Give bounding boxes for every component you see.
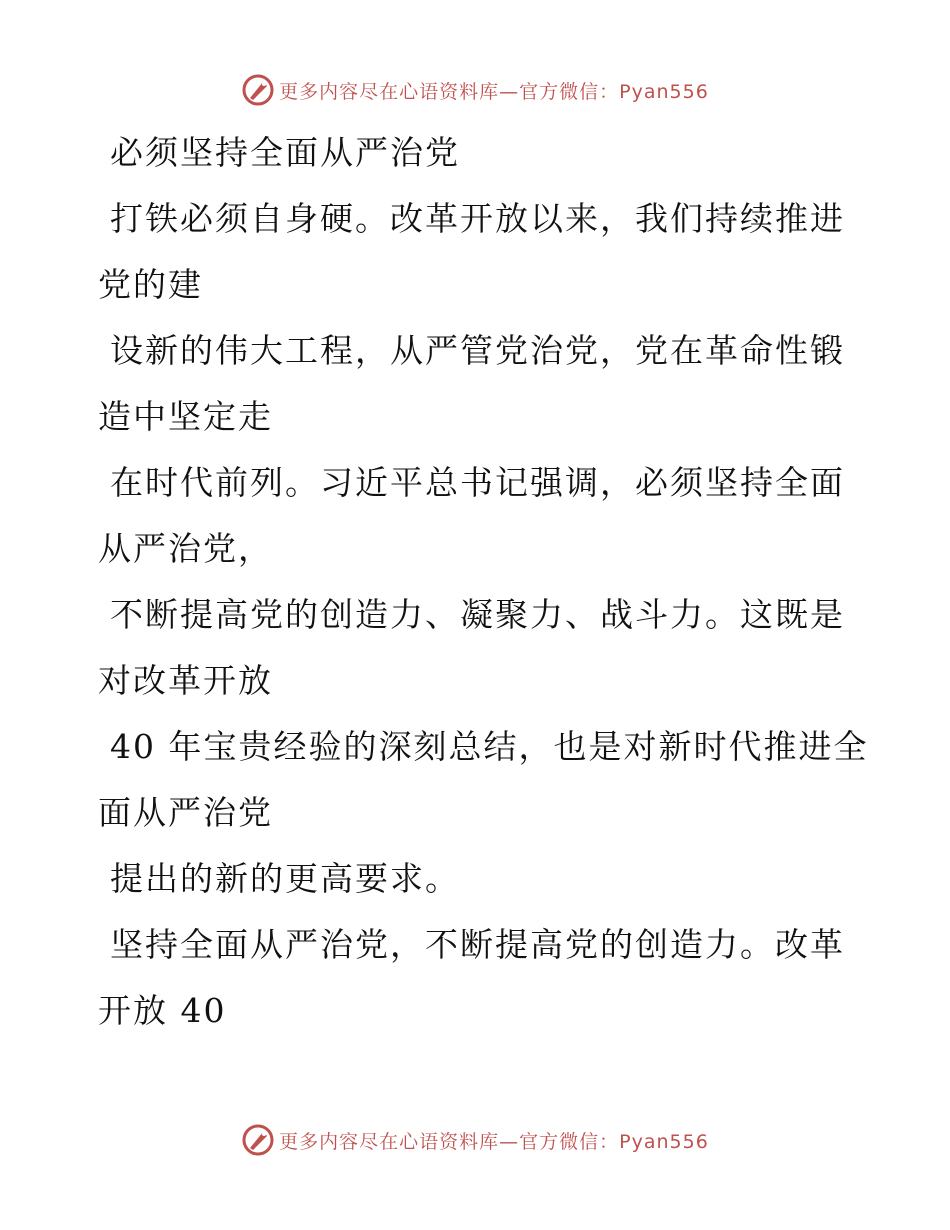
paragraph-line: 党的建 [98, 265, 203, 304]
paragraph-line: 打铁必须自身硬。改革开放以来，我们持续推进 [110, 199, 845, 238]
paragraph-line: 设新的伟大工程，从严管党治党，党在革命性锻 [110, 331, 845, 370]
paragraph-line: 面从严治党 [98, 793, 273, 832]
pen-nib-logo-icon [241, 1123, 275, 1157]
footer-banner-text: 更多内容尽在心语资料库—官方微信：Pyan556 [279, 1130, 709, 1153]
paragraph-line: 不断提高党的创造力、凝聚力、战斗力。这既是 [110, 595, 845, 634]
paragraph-line: 从严治党， [98, 529, 273, 568]
paragraph-line: 坚持全面从严治党，不断提高党的创造力。改革 [110, 925, 845, 964]
paragraph-line: 造中坚定走 [98, 397, 273, 436]
footer-banner [0, 1120, 950, 1160]
header-banner-text: 更多内容尽在心语资料库—官方微信：Pyan556 [279, 80, 709, 103]
section-heading: 必须坚持全面从严治党 [110, 133, 460, 172]
header-banner [0, 70, 950, 110]
document-body [98, 120, 869, 1044]
pen-nib-logo-icon [241, 73, 275, 107]
paragraph-line: 40 年宝贵经验的深刻总结，也是对新时代推进全 [110, 727, 869, 766]
paragraph-line: 提出的新的更高要求。 [110, 859, 460, 898]
paragraph-line: 在时代前列。习近平总书记强调，必须坚持全面 [110, 463, 845, 502]
paragraph-line: 对改革开放 [98, 661, 273, 700]
paragraph-line: 开放 40 [98, 991, 227, 1030]
